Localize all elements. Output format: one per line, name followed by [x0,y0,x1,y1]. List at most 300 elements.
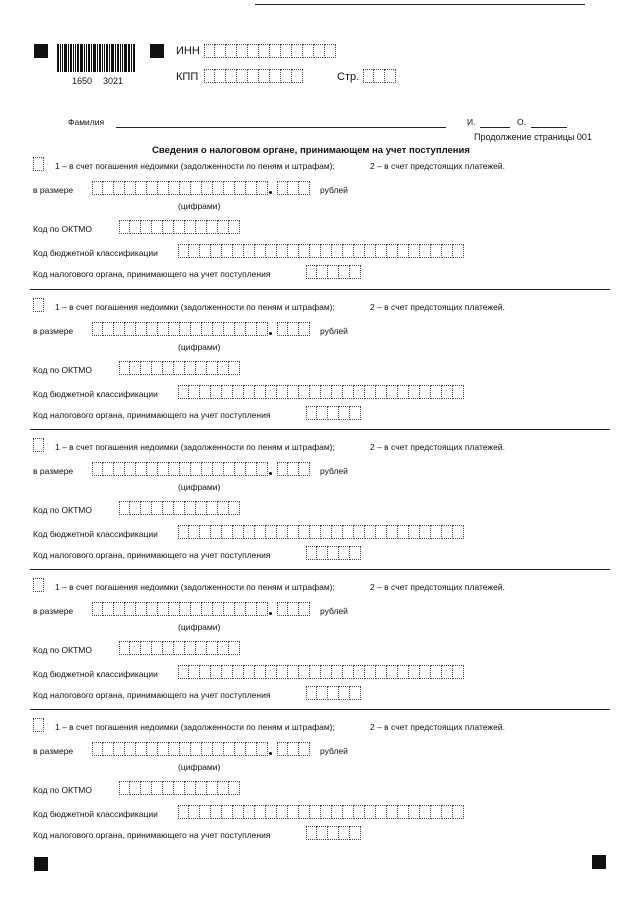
input-cell[interactable] [343,385,354,399]
input-cell[interactable] [202,602,213,616]
input-cell[interactable] [33,578,44,592]
input-cell[interactable] [152,781,163,795]
input-cell[interactable] [288,665,299,679]
input-cell[interactable] [387,665,398,679]
input-cell[interactable] [200,525,211,539]
input-cell[interactable] [213,462,224,476]
oktmo-field[interactable] [119,501,240,515]
input-cell[interactable] [339,686,350,700]
input-cell[interactable] [147,742,158,756]
input-cell[interactable] [103,322,114,336]
input-cell[interactable] [420,244,431,258]
input-cell[interactable] [189,385,200,399]
kbk-field[interactable] [178,665,464,679]
input-cell[interactable] [185,641,196,655]
input-cell[interactable] [169,462,180,476]
input-cell[interactable] [257,462,268,476]
input-cell[interactable] [147,181,158,195]
input-cell[interactable] [196,220,207,234]
input-cell[interactable] [244,244,255,258]
input-cell[interactable] [350,826,361,840]
input-cell[interactable] [213,742,224,756]
input-cell[interactable] [185,361,196,375]
input-cell[interactable] [387,244,398,258]
input-cell[interactable] [215,44,226,58]
input-cell[interactable] [321,525,332,539]
input-cell[interactable] [211,244,222,258]
input-cell[interactable] [235,602,246,616]
input-cell[interactable] [125,602,136,616]
kpp-field[interactable] [204,69,303,83]
input-cell[interactable] [224,742,235,756]
input-cell[interactable] [339,546,350,560]
payment-type-field[interactable] [33,157,44,171]
input-cell[interactable] [420,805,431,819]
input-cell[interactable] [299,181,310,195]
input-cell[interactable] [200,665,211,679]
input-cell[interactable] [321,244,332,258]
input-cell[interactable] [385,69,396,83]
input-cell[interactable] [398,525,409,539]
input-cell[interactable] [141,641,152,655]
input-cell[interactable] [226,44,237,58]
amount-rubles-field[interactable] [92,181,268,195]
input-cell[interactable] [191,322,202,336]
input-cell[interactable] [453,525,464,539]
input-cell[interactable] [453,385,464,399]
input-cell[interactable] [453,244,464,258]
input-cell[interactable] [189,805,200,819]
input-cell[interactable] [257,742,268,756]
input-cell[interactable] [339,265,350,279]
input-cell[interactable] [174,501,185,515]
input-cell[interactable] [178,244,189,258]
input-cell[interactable] [325,44,336,58]
input-cell[interactable] [185,220,196,234]
input-cell[interactable] [387,385,398,399]
input-cell[interactable] [398,385,409,399]
input-cell[interactable] [306,265,317,279]
input-cell[interactable] [196,641,207,655]
input-cell[interactable] [257,602,268,616]
payment-type-field[interactable] [33,578,44,592]
input-cell[interactable] [246,602,257,616]
input-cell[interactable] [180,181,191,195]
input-cell[interactable] [119,641,130,655]
input-cell[interactable] [255,385,266,399]
input-cell[interactable] [202,742,213,756]
input-cell[interactable] [299,525,310,539]
input-cell[interactable] [317,826,328,840]
input-cell[interactable] [211,525,222,539]
input-cell[interactable] [152,220,163,234]
input-cell[interactable] [420,525,431,539]
input-cell[interactable] [218,361,229,375]
input-cell[interactable] [180,462,191,476]
input-cell[interactable] [119,361,130,375]
oktmo-field[interactable] [119,361,240,375]
amount-kopecks-field[interactable] [277,742,310,756]
input-cell[interactable] [92,322,103,336]
input-cell[interactable] [328,406,339,420]
input-cell[interactable] [114,181,125,195]
input-cell[interactable] [178,805,189,819]
input-cell[interactable] [332,385,343,399]
input-cell[interactable] [233,385,244,399]
input-cell[interactable] [303,44,314,58]
input-cell[interactable] [163,781,174,795]
input-cell[interactable] [163,220,174,234]
input-cell[interactable] [246,322,257,336]
input-cell[interactable] [244,385,255,399]
input-cell[interactable] [163,501,174,515]
input-cell[interactable] [130,781,141,795]
input-cell[interactable] [222,385,233,399]
input-cell[interactable] [191,602,202,616]
input-cell[interactable] [306,406,317,420]
input-cell[interactable] [387,805,398,819]
input-cell[interactable] [218,781,229,795]
input-cell[interactable] [189,665,200,679]
input-cell[interactable] [306,546,317,560]
input-cell[interactable] [33,298,44,312]
input-cell[interactable] [350,546,361,560]
input-cell[interactable] [299,322,310,336]
input-cell[interactable] [257,181,268,195]
input-cell[interactable] [237,44,248,58]
input-cell[interactable] [288,805,299,819]
input-cell[interactable] [365,244,376,258]
input-cell[interactable] [328,546,339,560]
input-cell[interactable] [317,686,328,700]
input-cell[interactable] [141,220,152,234]
input-cell[interactable] [224,462,235,476]
input-cell[interactable] [200,385,211,399]
input-cell[interactable] [119,781,130,795]
input-cell[interactable] [189,525,200,539]
input-cell[interactable] [387,525,398,539]
initial-i-line[interactable] [480,127,510,128]
input-cell[interactable] [277,322,288,336]
input-cell[interactable] [180,742,191,756]
input-cell[interactable] [306,826,317,840]
amount-rubles-field[interactable] [92,742,268,756]
input-cell[interactable] [343,665,354,679]
input-cell[interactable] [431,665,442,679]
input-cell[interactable] [376,805,387,819]
payment-type-field[interactable] [33,718,44,732]
input-cell[interactable] [299,805,310,819]
amount-rubles-field[interactable] [92,462,268,476]
input-cell[interactable] [130,220,141,234]
input-cell[interactable] [255,244,266,258]
input-cell[interactable] [218,220,229,234]
input-cell[interactable] [202,181,213,195]
input-cell[interactable] [196,781,207,795]
input-cell[interactable] [409,385,420,399]
input-cell[interactable] [431,244,442,258]
input-cell[interactable] [292,44,303,58]
input-cell[interactable] [174,641,185,655]
input-cell[interactable] [328,826,339,840]
input-cell[interactable] [33,718,44,732]
input-cell[interactable] [363,69,374,83]
input-cell[interactable] [270,69,281,83]
input-cell[interactable] [147,602,158,616]
input-cell[interactable] [119,220,130,234]
input-cell[interactable] [136,462,147,476]
input-cell[interactable] [180,602,191,616]
input-cell[interactable] [226,69,237,83]
input-cell[interactable] [332,805,343,819]
input-cell[interactable] [277,385,288,399]
input-cell[interactable] [207,361,218,375]
input-cell[interactable] [299,244,310,258]
input-cell[interactable] [196,501,207,515]
input-cell[interactable] [207,220,218,234]
input-cell[interactable] [213,602,224,616]
input-cell[interactable] [277,805,288,819]
input-cell[interactable] [237,69,248,83]
input-cell[interactable] [202,462,213,476]
input-cell[interactable] [204,69,215,83]
input-cell[interactable] [130,641,141,655]
input-cell[interactable] [233,244,244,258]
initial-o-line[interactable] [531,127,567,128]
input-cell[interactable] [141,781,152,795]
input-cell[interactable] [343,525,354,539]
tax-office-code-field[interactable] [306,546,361,560]
input-cell[interactable] [332,665,343,679]
surname-line[interactable] [116,127,446,128]
input-cell[interactable] [169,602,180,616]
input-cell[interactable] [207,501,218,515]
input-cell[interactable] [350,406,361,420]
kbk-field[interactable] [178,244,464,258]
input-cell[interactable] [103,742,114,756]
input-cell[interactable] [33,157,44,171]
input-cell[interactable] [207,641,218,655]
input-cell[interactable] [420,665,431,679]
input-cell[interactable] [299,665,310,679]
input-cell[interactable] [343,805,354,819]
input-cell[interactable] [218,641,229,655]
input-cell[interactable] [431,385,442,399]
amount-rubles-field[interactable] [92,602,268,616]
input-cell[interactable] [202,322,213,336]
input-cell[interactable] [222,525,233,539]
input-cell[interactable] [213,322,224,336]
input-cell[interactable] [141,501,152,515]
input-cell[interactable] [270,44,281,58]
input-cell[interactable] [288,742,299,756]
input-cell[interactable] [310,665,321,679]
input-cell[interactable] [130,361,141,375]
tax-office-code-field[interactable] [306,686,361,700]
input-cell[interactable] [354,525,365,539]
input-cell[interactable] [229,781,240,795]
input-cell[interactable] [299,462,310,476]
input-cell[interactable] [420,385,431,399]
input-cell[interactable] [158,462,169,476]
payment-type-field[interactable] [33,438,44,452]
input-cell[interactable] [244,665,255,679]
input-cell[interactable] [442,805,453,819]
input-cell[interactable] [103,181,114,195]
input-cell[interactable] [222,805,233,819]
input-cell[interactable] [376,665,387,679]
input-cell[interactable] [218,501,229,515]
input-cell[interactable] [277,665,288,679]
kbk-field[interactable] [178,385,464,399]
input-cell[interactable] [211,385,222,399]
input-cell[interactable] [191,181,202,195]
input-cell[interactable] [288,462,299,476]
input-cell[interactable] [169,181,180,195]
input-cell[interactable] [299,602,310,616]
input-cell[interactable] [185,501,196,515]
input-cell[interactable] [310,244,321,258]
input-cell[interactable] [376,525,387,539]
input-cell[interactable] [92,602,103,616]
input-cell[interactable] [292,69,303,83]
input-cell[interactable] [169,322,180,336]
input-cell[interactable] [398,665,409,679]
input-cell[interactable] [229,220,240,234]
amount-rubles-field[interactable] [92,322,268,336]
input-cell[interactable] [266,385,277,399]
input-cell[interactable] [174,361,185,375]
input-cell[interactable] [200,244,211,258]
input-cell[interactable] [229,641,240,655]
input-cell[interactable] [114,322,125,336]
input-cell[interactable] [152,641,163,655]
input-cell[interactable] [442,665,453,679]
tax-office-code-field[interactable] [306,826,361,840]
input-cell[interactable] [343,244,354,258]
input-cell[interactable] [125,742,136,756]
input-cell[interactable] [314,44,325,58]
input-cell[interactable] [332,525,343,539]
input-cell[interactable] [306,686,317,700]
input-cell[interactable] [169,742,180,756]
input-cell[interactable] [266,665,277,679]
input-cell[interactable] [222,665,233,679]
input-cell[interactable] [409,665,420,679]
input-cell[interactable] [114,742,125,756]
input-cell[interactable] [114,602,125,616]
input-cell[interactable] [277,462,288,476]
input-cell[interactable] [114,462,125,476]
input-cell[interactable] [376,385,387,399]
input-cell[interactable] [215,69,226,83]
input-cell[interactable] [398,244,409,258]
input-cell[interactable] [224,602,235,616]
input-cell[interactable] [233,805,244,819]
input-cell[interactable] [259,44,270,58]
input-cell[interactable] [163,361,174,375]
input-cell[interactable] [281,44,292,58]
input-cell[interactable] [191,462,202,476]
input-cell[interactable] [255,805,266,819]
input-cell[interactable] [321,665,332,679]
input-cell[interactable] [200,805,211,819]
input-cell[interactable] [288,322,299,336]
input-cell[interactable] [317,265,328,279]
input-cell[interactable] [350,265,361,279]
input-cell[interactable] [244,805,255,819]
page-number-field[interactable] [363,69,396,83]
input-cell[interactable] [204,44,215,58]
input-cell[interactable] [332,244,343,258]
input-cell[interactable] [317,406,328,420]
input-cell[interactable] [350,686,361,700]
input-cell[interactable] [277,525,288,539]
input-cell[interactable] [235,181,246,195]
input-cell[interactable] [266,244,277,258]
input-cell[interactable] [235,742,246,756]
input-cell[interactable] [431,805,442,819]
input-cell[interactable] [152,361,163,375]
input-cell[interactable] [119,501,130,515]
amount-kopecks-field[interactable] [277,462,310,476]
input-cell[interactable] [328,686,339,700]
input-cell[interactable] [277,181,288,195]
input-cell[interactable] [189,244,200,258]
input-cell[interactable] [92,462,103,476]
input-cell[interactable] [136,742,147,756]
input-cell[interactable] [310,805,321,819]
input-cell[interactable] [365,805,376,819]
input-cell[interactable] [266,805,277,819]
amount-kopecks-field[interactable] [277,602,310,616]
input-cell[interactable] [376,244,387,258]
input-cell[interactable] [354,385,365,399]
input-cell[interactable] [147,322,158,336]
input-cell[interactable] [196,361,207,375]
input-cell[interactable] [299,385,310,399]
input-cell[interactable] [180,322,191,336]
input-cell[interactable] [310,385,321,399]
input-cell[interactable] [339,826,350,840]
input-cell[interactable] [130,501,141,515]
input-cell[interactable] [299,742,310,756]
input-cell[interactable] [174,781,185,795]
input-cell[interactable] [152,501,163,515]
input-cell[interactable] [207,781,218,795]
input-cell[interactable] [224,322,235,336]
input-cell[interactable] [244,525,255,539]
input-cell[interactable] [224,181,235,195]
kbk-field[interactable] [178,525,464,539]
oktmo-field[interactable] [119,781,240,795]
tax-office-code-field[interactable] [306,406,361,420]
input-cell[interactable] [354,665,365,679]
input-cell[interactable] [255,665,266,679]
input-cell[interactable] [235,462,246,476]
input-cell[interactable] [163,641,174,655]
payment-type-field[interactable] [33,298,44,312]
input-cell[interactable] [288,385,299,399]
input-cell[interactable] [103,602,114,616]
input-cell[interactable] [431,525,442,539]
kbk-field[interactable] [178,805,464,819]
input-cell[interactable] [398,805,409,819]
input-cell[interactable] [442,525,453,539]
input-cell[interactable] [257,322,268,336]
oktmo-field[interactable] [119,220,240,234]
input-cell[interactable] [233,665,244,679]
